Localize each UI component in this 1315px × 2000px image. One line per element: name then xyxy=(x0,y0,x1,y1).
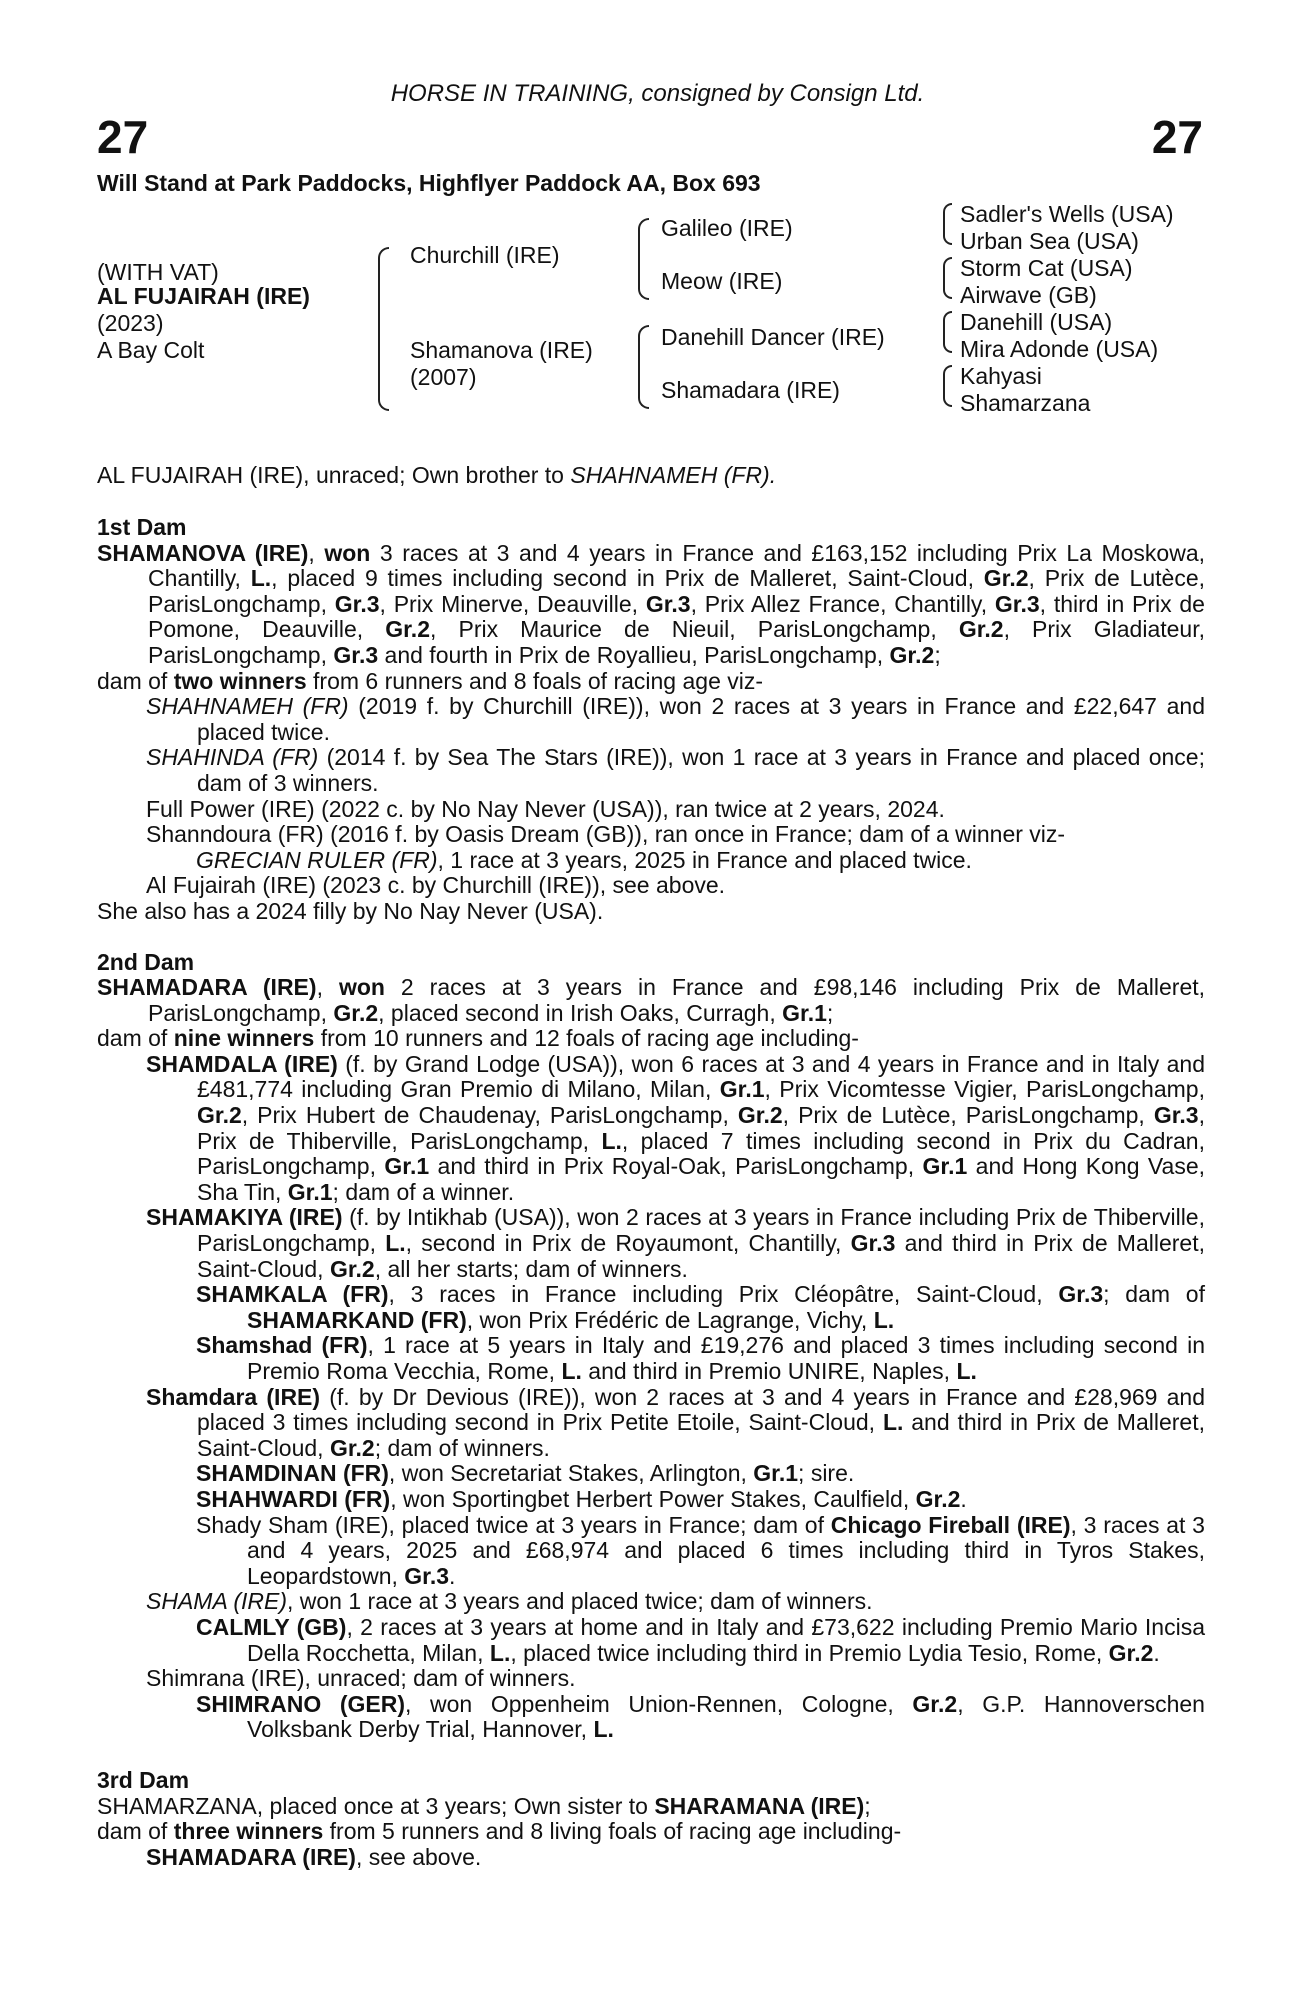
first-dam-grandfoal: GRECIAN RULER (FR), 1 race at 3 years, 2025 in France and placed twice. xyxy=(196,846,972,873)
shamdara-entry: Shamdara (IRE) (f. by Dr Devious (IRE)), won 2 races at 3 and 4 years in France and £28,969 and placed 3 times including second in Prix Petite Etoile, Saint-Cloud, L. and third in Prix de Malleret, Saint-Cloud, Gr.2; dam of winners. xyxy=(146,1383,1206,1461)
pedigree-g4-8: Shamarzana xyxy=(960,390,1091,416)
first-dam-also: She also has a 2024 filly by No Nay Never (USA). xyxy=(97,897,604,924)
third-dam-record: SHAMARZANA, placed once at 3 years; Own sister to SHARAMANA (IRE); xyxy=(97,1792,871,1819)
summary-line: AL FUJAIRAH (IRE), unraced; Own brother to SHAHNAMEH (FR). xyxy=(97,462,777,488)
brace-gen1 xyxy=(378,247,389,411)
first-dam-produce-summary: dam of two winners from 6 runners and 8 foals of racing age viz- xyxy=(97,667,764,694)
shamakiya-entry: SHAMAKIYA (IRE) (f. by Intikhab (USA)), won 2 races at 3 years in France including Prix de Thiberville, ParisLongchamp, L., second in Prix de Royaumont, Chantilly, Gr.3 and third in Prix de Malleret, Saint-Cloud, Gr.2, all her starts; dam of winners. xyxy=(146,1204,1206,1282)
first-dam-foal-4: Shanndoura (FR) (2016 f. by Oasis Dream (GB)), ran once in France; dam of a winner viz- xyxy=(146,821,1066,848)
shimrana-entry: Shimrana (IRE), unraced; dam of winners. xyxy=(146,1665,576,1692)
first-dam-foal-5: Al Fujairah (IRE) (2023 c. by Churchill (IRE)), see above. xyxy=(146,872,726,899)
page-header-title: HORSE IN TRAINING, consigned by Consign Ltd. xyxy=(390,80,925,107)
pedigree-dam-dam: Shamadara (IRE) xyxy=(661,377,840,403)
shimrano-entry: SHIMRANO (GER), won Oppenheim Union-Rennen, Cologne, Gr.2, G.P. Hannoverschen Volksbank Derby Trial, Hannover, L. xyxy=(196,1690,1205,1743)
pedigree-dam-year: (2007) xyxy=(410,364,477,390)
first-dam-foal-3: Full Power (IRE) (2022 c. by No Nay Never (USA)), ran twice at 2 years, 2024. xyxy=(146,795,945,822)
third-dam-produce-summary: dam of three winners from 5 runners and 8 living foals of racing age including- xyxy=(97,1818,902,1845)
lot-number-left: 27 xyxy=(97,111,149,163)
third-dam-produce-entry: SHAMADARA (IRE), see above. xyxy=(146,1843,482,1870)
brace-g4-3 xyxy=(943,311,952,353)
third-dam-heading: 3rd Dam xyxy=(97,1766,190,1793)
brace-g4-1 xyxy=(943,203,952,245)
shady-sham-entry: Shady Sham (IRE), placed twice at 3 years in France; dam of Chicago Fireball (IRE), 3 races at 3 and 4 years, 2025 and £68,974 and placed 6 times including third in Tyros Stakes, Leopardstown, Gr.3. xyxy=(196,1511,1205,1589)
pedigree-sire-sire: Galileo (IRE) xyxy=(661,215,793,241)
pedigree-g4-1: Sadler's Wells (USA) xyxy=(960,201,1174,227)
brace-g4-2 xyxy=(943,257,952,299)
brace-g4-4 xyxy=(943,365,952,407)
first-dam-heading: 1st Dam xyxy=(97,514,187,540)
catalogue-body xyxy=(97,515,1205,1870)
second-dam-heading: 2nd Dam xyxy=(97,948,195,975)
calmly-entry: CALMLY (GB), 2 races at 3 years at home and in Italy and £73,622 including Premio Mario Incisa Della Rocchetta, Milan, L., placed twice including third in Premio Lydia Tesio, Rome, Gr.2. xyxy=(196,1613,1206,1666)
second-dam-record: SHAMADARA (IRE), won 2 races at 3 years in France and £98,146 including Prix de Malleret, ParisLongchamp, Gr.2, placed second in Irish Oaks, Curragh, Gr.1; xyxy=(97,974,1206,1026)
shamdala-entry: SHAMDALA (IRE) (f. by Grand Lodge (USA)), won 6 races at 3 and 4 years in France and in Italy and £481,774 including Gran Premio di Milano, Milan, Gr.1, Prix Vicomtesse Vigier, ParisLongchamp, Gr.2, Prix Hubert de Chaudenay, ParisLongchamp, Gr.2, Prix de Lutèce, ParisLongchamp, Gr.3, Prix de Thiberville, ParisLongchamp, L., placed 7 times including second in Prix du Cadran, ParisLongchamp, Gr.1 and third in Prix Royal-Oak, ParisLongchamp, Gr.1 and Hong Kong Vase, Sha Tin, Gr.1; dam of a winner. xyxy=(146,1050,1206,1205)
pedigree-sire-dam: Meow (IRE) xyxy=(661,268,783,294)
brace-dam-line xyxy=(638,325,649,409)
horse-description: A Bay Colt xyxy=(97,337,205,363)
first-dam-foal-1: SHAHNAMEH (FR) (2019 f. by Churchill (IRE)), won 2 races at 3 years in France and £22,647 and placed twice. xyxy=(146,693,1205,745)
shamdinan-entry: SHAMDINAN (FR), won Secretariat Stakes, Arlington, Gr.1; sire. xyxy=(196,1460,855,1487)
summary-brother: SHAHNAMEH (FR). xyxy=(570,462,777,488)
pedigree-sire: Churchill (IRE) xyxy=(410,242,560,268)
pedigree-g4-7: Kahyasi xyxy=(960,363,1042,389)
horse-year: (2023) xyxy=(97,310,164,336)
brace-sire-line xyxy=(638,218,649,300)
first-dam-foal-2: SHAHINDA (FR) (2014 f. by Sea The Stars (IRE)), won 1 race at 3 years in France and placed once; dam of 3 winners. xyxy=(146,744,1205,796)
shamkala-entry: SHAMKALA (FR), 3 races in France including Prix Cléopâtre, Saint-Cloud, Gr.3; dam of SHAMARKAND (FR), won Prix Frédéric de Lagrange, Vichy, L. xyxy=(196,1281,1205,1333)
shamshad-entry: Shamshad (FR), 1 race at 5 years in Italy and £19,276 and placed 3 times including second in Premio Roma Vecchia, Rome, L. and third in Premio UNIRE, Naples, L. xyxy=(196,1332,1205,1384)
pedigree-dam-sire: Danehill Dancer (IRE) xyxy=(661,324,885,350)
pedigree-g4-3: Storm Cat (USA) xyxy=(960,255,1133,281)
pedigree-g4-5: Danehill (USA) xyxy=(960,309,1113,335)
stand-location: Will Stand at Park Paddocks, Highflyer Paddock AA, Box 693 xyxy=(97,170,761,196)
lot-number-right: 27 xyxy=(1151,111,1203,163)
shahwardi-entry: SHAHWARDI (FR), won Sportingbet Herbert Power Stakes, Caulfield, Gr.2. xyxy=(196,1485,967,1512)
horse-vat: (WITH VAT) xyxy=(97,259,219,285)
second-dam-produce-summary: dam of nine winners from 10 runners and 12 foals of racing age including- xyxy=(97,1025,859,1052)
pedigree-dam: Shamanova (IRE) xyxy=(410,337,593,363)
horse-name: AL FUJAIRAH (IRE) xyxy=(97,283,310,309)
pedigree-g4-6: Mira Adonde (USA) xyxy=(960,336,1159,362)
first-dam-record: SHAMANOVA (IRE), won 3 races at 3 and 4 years in France and £163,152 including Prix La Moskowa, Chantilly, L., placed 9 times including second in Prix de Malleret, Saint-Cloud, Gr.2, Prix de Lutèce, ParisLongchamp, Gr.3, Prix Minerve, Deauville, Gr.3, Prix Allez France, Chantilly, Gr.3, third in Prix de Pomone, Deauville, Gr.2, Prix Maurice de Nieuil, ParisLongchamp, Gr.2, Prix Gladiateur, ParisLongchamp, Gr.3 and fourth in Prix de Royallieu, ParisLongchamp, Gr.2; xyxy=(97,539,1206,668)
pedigree-g4-2: Urban Sea (USA) xyxy=(960,228,1139,254)
pedigree-g4-4: Airwave (GB) xyxy=(960,282,1097,308)
shama-entry: SHAMA (IRE), won 1 race at 3 years and placed twice; dam of winners. xyxy=(146,1588,873,1615)
